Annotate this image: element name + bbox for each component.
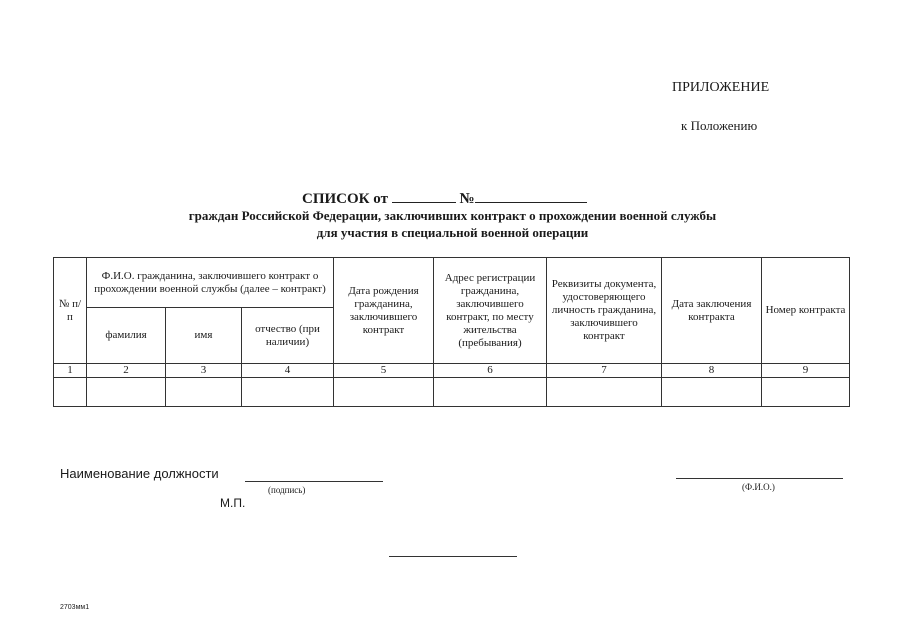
column-number: 7 [547, 364, 662, 378]
title-number-sign: № [459, 191, 475, 207]
column-number: 1 [54, 364, 87, 378]
header-contract-date: Дата заключения контракта [662, 258, 762, 364]
header-num: № п/п [54, 258, 87, 364]
table-cell[interactable] [54, 378, 87, 407]
table-cell[interactable] [547, 378, 662, 407]
header-contract-number: Номер контракта [762, 258, 850, 364]
column-number: 5 [334, 364, 434, 378]
header-patronymic: отчество (при наличии) [242, 308, 334, 364]
table-cell[interactable] [87, 378, 166, 407]
header-name: имя [166, 308, 242, 364]
document-subtitle-line1: граждан Российской Федерации, заключивших контракт о прохождении военной службы [188, 208, 717, 223]
column-number: 9 [762, 364, 850, 378]
table-cell[interactable] [434, 378, 547, 407]
column-number: 8 [662, 364, 762, 378]
header-address: Адрес регистрации гражданина, заключившего контракт, по месту жительства (пребывания) [434, 258, 547, 364]
table-cell[interactable] [662, 378, 762, 407]
document-code: 2703мм1 [60, 604, 90, 611]
document-subtitle-line2: для участия в специальной военной операции [316, 225, 589, 240]
date-blank [392, 188, 456, 203]
column-number: 3 [166, 364, 242, 378]
citizens-table [53, 257, 850, 407]
title-list-prefix: СПИСОК от [302, 191, 388, 207]
header-document: Реквизиты документа, удостоверяющего личность гражданина, заключившего контракт [547, 258, 662, 364]
stamp-placeholder: М.П. [220, 496, 246, 510]
column-number: 6 [434, 364, 547, 378]
signature-line[interactable] [245, 481, 383, 482]
header-birthdate: Дата рождения гражданина, заключившего контракт [334, 258, 434, 364]
column-numbers-row [54, 364, 850, 378]
table-cell[interactable] [762, 378, 850, 407]
column-number: 2 [87, 364, 166, 378]
bottom-line [389, 556, 517, 557]
number-blank [475, 188, 587, 203]
header-fio-group: Ф.И.О. гражданина, заключившего контракт о прохождении военной службы (далее – контракт) [87, 258, 334, 308]
appendix-heading: ПРИЛОЖЕНИЕ [672, 80, 770, 95]
signature-caption: (подпись) [268, 485, 306, 495]
fio-line[interactable] [676, 478, 843, 479]
table-row [54, 378, 850, 407]
table-cell[interactable] [334, 378, 434, 407]
column-number: 4 [242, 364, 334, 378]
header-surname: фамилия [87, 308, 166, 364]
document-title [302, 188, 587, 208]
position-label: Наименование должности [60, 466, 219, 481]
table-cell[interactable] [166, 378, 242, 407]
table-cell[interactable] [242, 378, 334, 407]
appendix-subheading: к Положению [681, 118, 758, 133]
fio-caption: (Ф.И.О.) [742, 482, 775, 492]
